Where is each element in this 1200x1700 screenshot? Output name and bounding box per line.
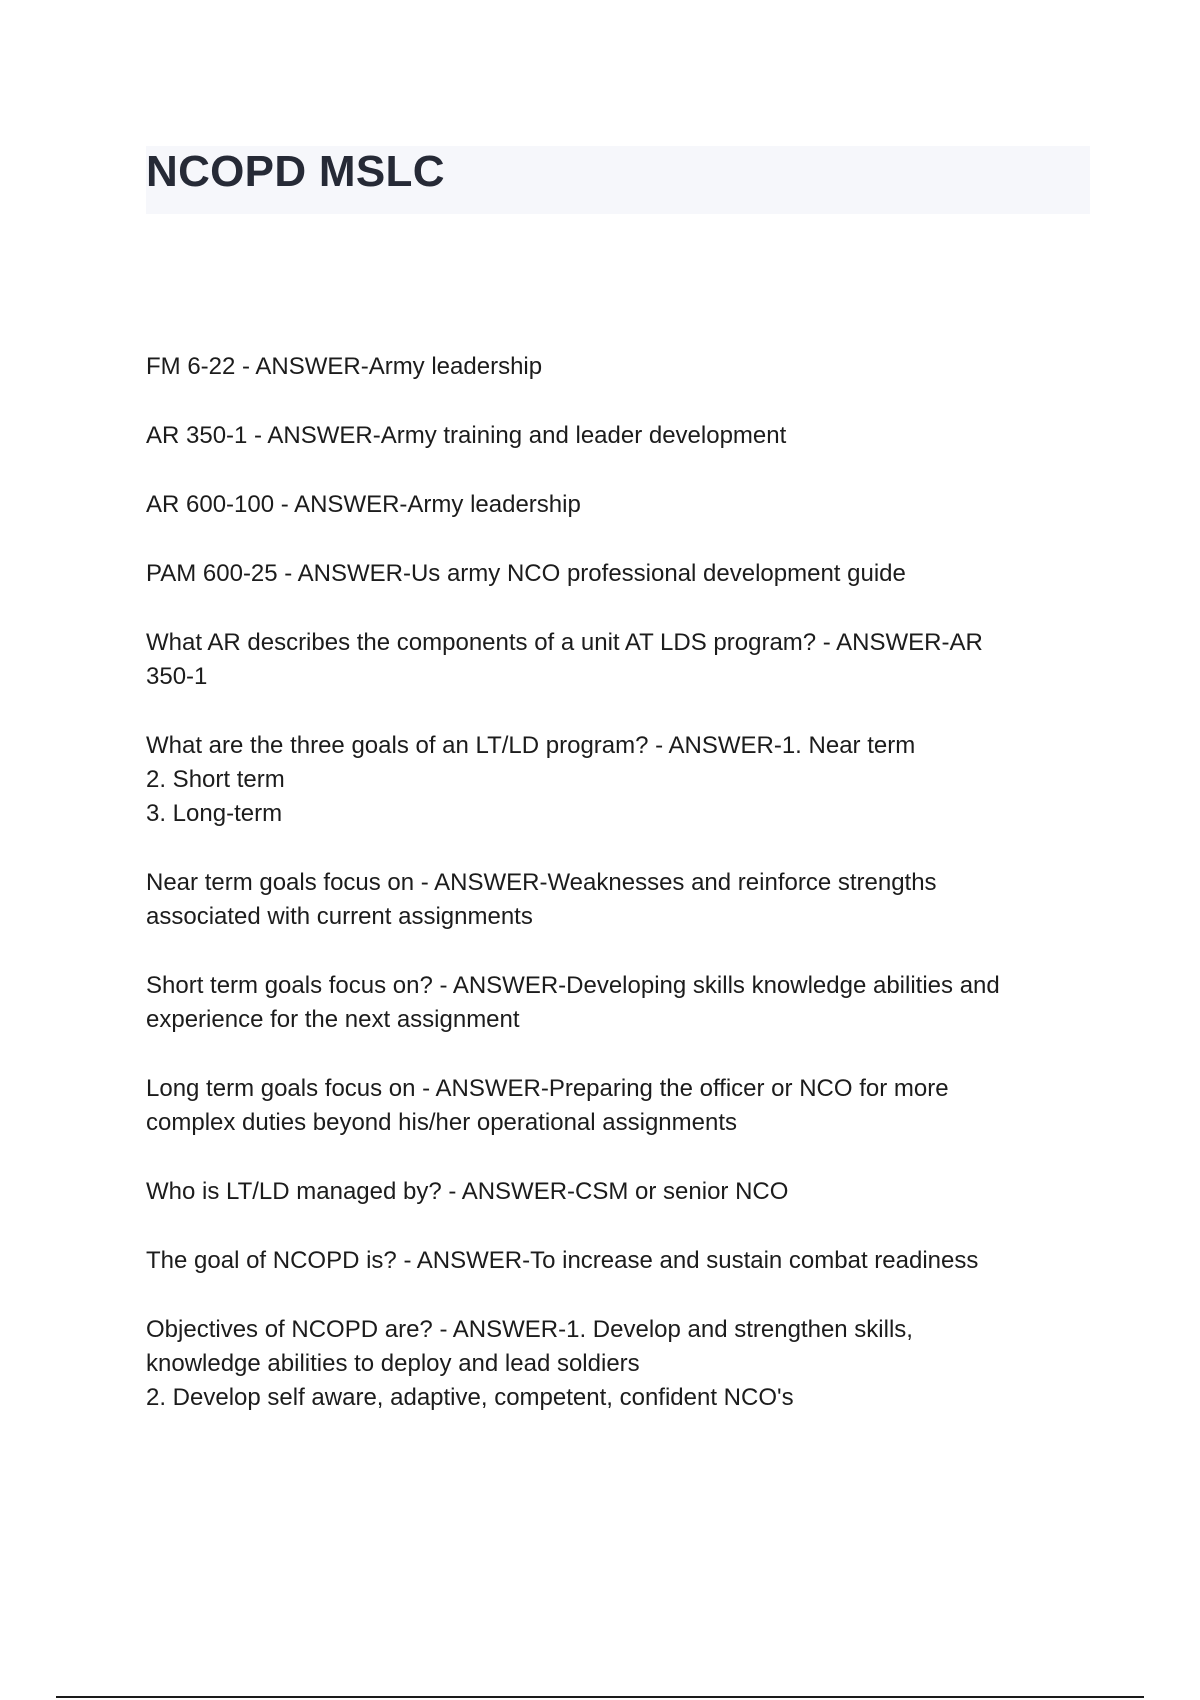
qa-item: AR 350-1 - ANSWER-Army training and leader development xyxy=(146,422,787,449)
qa-item: Short term goals focus on? - ANSWER-Developing skills knowledge abilities and experience for the next assignment xyxy=(146,972,1000,1033)
qa-item: What are the three goals of an LT/LD program? - ANSWER-1. Near term 2. Short term 3. Long-term xyxy=(146,732,916,827)
title-banner xyxy=(146,146,1090,214)
qa-item: Who is LT/LD managed by? - ANSWER-CSM or senior NCO xyxy=(146,1178,789,1205)
qa-item: What AR describes the components of a unit AT LDS program? - ANSWER-AR 350-1 xyxy=(146,629,983,690)
document-title: NCOPD MSLC xyxy=(146,147,445,196)
qa-item: Objectives of NCOPD are? - ANSWER-1. Develop and strengthen skills, knowledge abilities to deploy and lead soldiers 2. Develop self aware, adaptive, competent, confident NCO's xyxy=(146,1316,913,1411)
qa-item: AR 600-100 - ANSWER-Army leadership xyxy=(146,491,581,518)
qa-item: Long term goals focus on - ANSWER-Preparing the officer or NCO for more complex duties beyond his/her operational assignments xyxy=(146,1075,949,1136)
qa-list xyxy=(146,350,1106,1450)
qa-item: The goal of NCOPD is? - ANSWER-To increase and sustain combat readiness xyxy=(146,1247,979,1274)
qa-item: PAM 600-25 - ANSWER-Us army NCO professional development guide xyxy=(146,560,906,587)
qa-item: FM 6-22 - ANSWER-Army leadership xyxy=(146,353,543,380)
qa-item: Near term goals focus on - ANSWER-Weaknesses and reinforce strengths associated with current assignments xyxy=(146,869,937,930)
footer-divider xyxy=(56,1696,1144,1698)
